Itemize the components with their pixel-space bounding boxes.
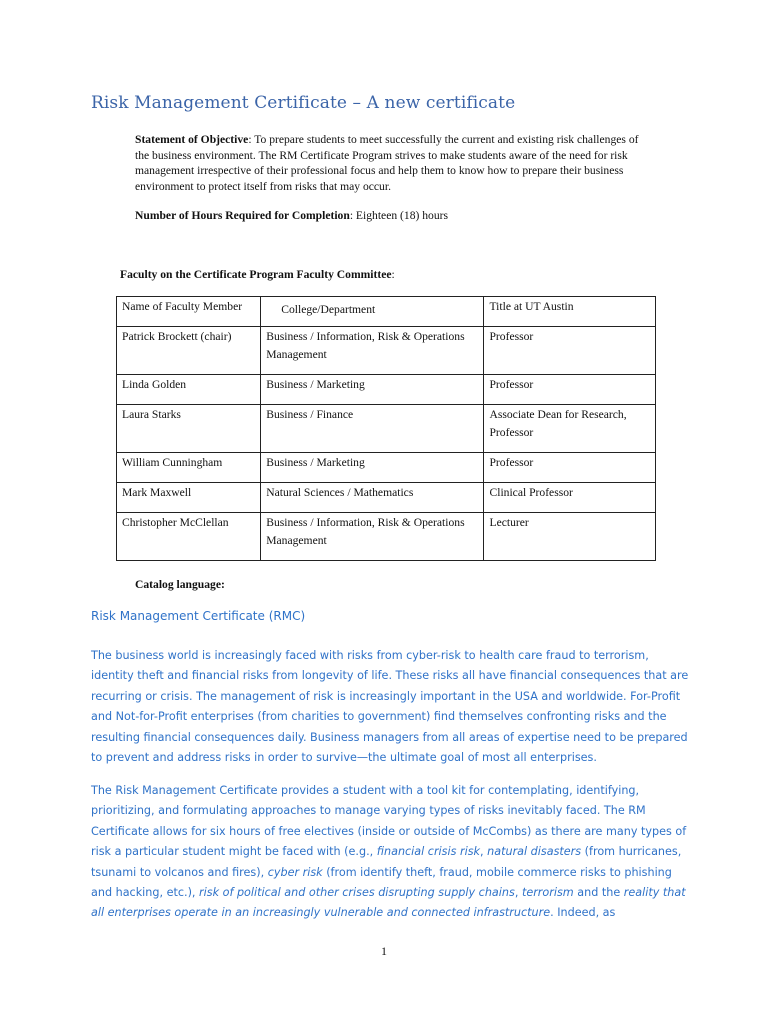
faculty-table — [116, 296, 656, 561]
faculty-department: Business / Information, Risk & Operations Management — [261, 513, 484, 561]
table-row — [117, 483, 656, 513]
paragraph-text: , — [514, 886, 522, 900]
paragraph-text: (from identify theft, fraud, mobile commerce risks to phishing and hacking, etc.), — [91, 865, 672, 900]
faculty-department: Business / Marketing — [261, 375, 484, 405]
faculty-name: Laura Starks — [117, 405, 261, 453]
emphasis-terrorism: terrorism — [521, 886, 574, 900]
paragraph-business-risks: The business world is increasingly faced with risks from cyber-risk to health care fraud to terrorism, identity theft and financial risks from longevity of life. These risks all have financial consequences that are recurring or crisis. The management of risk is increasingly important in the USA and worldwide. For-Profit and Not-for-Profit enterprises (from charities to government) find themselves confronting risks and the resulting financial consequences daily. Business managers from all areas of expertise need to be prepared to prevent and address risks in order to survive—the ultimate goal of most all enterprises. — [91, 649, 689, 765]
emphasis-financial-crisis-risk: financial crisis risk — [376, 845, 481, 859]
emphasis-natural-disasters: natural disasters — [487, 845, 582, 859]
faculty-department: Business / Marketing — [261, 453, 484, 483]
table-row — [117, 453, 656, 483]
table-row — [117, 375, 656, 405]
objective-label: Statement of Objective — [135, 133, 249, 146]
column-header-name: Name of Faculty Member — [117, 297, 261, 327]
faculty-heading-label: Faculty on the Certificate Program Faculty Committee — [120, 268, 392, 281]
paragraph-text: , — [480, 845, 488, 859]
page-number: 1 — [381, 944, 387, 958]
faculty-name: Christopher McClellan — [117, 513, 261, 561]
faculty-title: Professor — [484, 327, 656, 375]
faculty-title: Associate Dean for Research, Professor — [484, 405, 656, 453]
column-header-college: College/Department — [261, 297, 484, 327]
hours-required — [135, 209, 655, 222]
faculty-title: Clinical Professor — [484, 483, 656, 513]
objective-text: : To prepare students to meet successfully the current and existing risk challenges of the business environment. The RM Certificate Program strives to make students aware of the need for risk management irrespective of their professional focus and help them to know how to prepare their business environment to protect itself from risks that may occur. — [135, 133, 639, 193]
faculty-name: Patrick Brockett (chair) — [117, 327, 261, 375]
faculty-name: Linda Golden — [117, 375, 261, 405]
table-row — [117, 327, 656, 375]
faculty-title: Professor — [484, 375, 656, 405]
column-header-title: Title at UT Austin — [484, 297, 656, 327]
catalog-label-text: Catalog language: — [135, 578, 225, 591]
faculty-title: Professor — [484, 453, 656, 483]
paragraph-text: (from hurricanes, tsunami to volcanos and fires), — [91, 845, 682, 879]
paragraph-text: . Indeed, as — [550, 906, 616, 920]
emphasis-cyber-risk: cyber risk — [267, 865, 323, 879]
paragraph-text: and the — [573, 886, 624, 900]
faculty-department: Natural Sciences / Mathematics — [261, 483, 484, 513]
paragraph-text: The Risk Management Certificate provides a student with a tool kit for contemplating, identifying, prioritizing, and formulating approaches to manage varying types of risks inevitably faced. The RM Certificate allows for six hours of free electives (inside or outside of McCombs) as there are many types of risk a particular student might be faced with (e.g., — [91, 784, 687, 859]
faculty-name: William Cunningham — [117, 453, 261, 483]
faculty-committee-heading — [120, 268, 395, 281]
faculty-name: Mark Maxwell — [117, 483, 261, 513]
catalog-language-label — [135, 578, 225, 591]
emphasis-vulnerable-infrastructure: reality that all enterprises operate in an increasingly vulnerable and connected infrastructure — [91, 886, 686, 920]
faculty-department: Business / Finance — [261, 405, 484, 453]
emphasis-political-risk: risk of political and other crises disrupting supply chains — [199, 886, 515, 900]
faculty-title: Lecturer — [484, 513, 656, 561]
hours-label: Number of Hours Required for Completion — [135, 209, 350, 222]
rmc-heading: Risk Management Certificate (RMC) — [91, 609, 306, 623]
faculty-heading-suffix: : — [391, 268, 395, 281]
paragraph-certificate-description — [91, 781, 691, 924]
statement-of-objective — [135, 132, 655, 194]
table-row — [117, 513, 656, 561]
table-header-row — [117, 297, 656, 327]
faculty-department: Business / Information, Risk & Operations Management — [261, 327, 484, 375]
table-row — [117, 405, 656, 453]
document-title: Risk Management Certificate – A new certificate — [91, 93, 516, 113]
hours-text: : Eighteen (18) hours — [349, 209, 449, 222]
